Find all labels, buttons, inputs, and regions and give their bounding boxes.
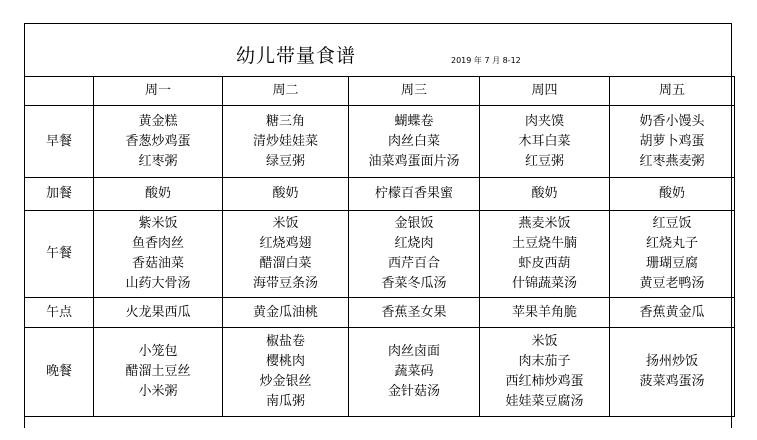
- dish: 山药大骨汤: [125, 276, 191, 291]
- dish: 红烧鸡翅: [259, 236, 312, 251]
- menu-cell: [94, 211, 223, 298]
- menu-cell: [610, 211, 735, 298]
- menu-cell: [223, 298, 349, 328]
- dish: 油菜鸡蛋面片汤: [368, 153, 460, 169]
- dish: 肉末茄子: [518, 354, 571, 369]
- dish: 黄金瓜油桃: [252, 304, 318, 320]
- meal-row-breakfast: [25, 106, 735, 178]
- dish: 柠檬百香果蜜: [374, 186, 453, 201]
- meal-row-snack: [25, 178, 735, 211]
- meal-label: 午餐: [25, 211, 94, 298]
- menu-cell: [94, 178, 223, 211]
- dish: 红豆粥: [524, 153, 564, 169]
- dish: 肉丝白菜: [387, 133, 440, 149]
- menu-cell: [94, 106, 223, 178]
- menu-cell: [480, 328, 610, 417]
- menu-cell: [349, 106, 480, 178]
- dish: 醋溜白菜: [259, 256, 312, 271]
- dish: 海带豆条汤: [252, 276, 318, 291]
- dish: 虾皮西葫: [518, 256, 571, 271]
- menu-cell: [610, 328, 735, 417]
- day-header: 周五: [610, 77, 735, 106]
- dish: 醋溜土豆丝: [125, 364, 191, 379]
- day-header: 周三: [349, 77, 480, 106]
- dish: 红豆饭: [652, 216, 692, 231]
- day-header: 周二: [223, 77, 349, 106]
- dish: 小笼包: [138, 344, 178, 359]
- dish: 酸奶: [658, 186, 685, 201]
- dish: 土豆烧牛腩: [511, 236, 577, 251]
- dish: 香菜冬瓜汤: [381, 276, 447, 291]
- menu-cell: [349, 178, 480, 211]
- dish: 酸奶: [144, 186, 171, 201]
- dish: 米饭: [272, 216, 299, 231]
- menu-cell: [610, 178, 735, 211]
- dish: 糖三角: [265, 113, 305, 129]
- menu-cell: [223, 178, 349, 211]
- dish: 蔬菜码: [394, 364, 434, 379]
- dish: 清炒娃娃菜: [252, 133, 318, 149]
- menu-cell: [480, 106, 610, 178]
- dish: 娃娃菜豆腐汤: [505, 394, 584, 409]
- dish: 酸奶: [531, 186, 558, 201]
- dish: 香葱炒鸡蛋: [125, 133, 191, 149]
- dish: 南瓜粥: [265, 394, 305, 409]
- dish: 火龙果西瓜: [125, 304, 191, 320]
- menu-table: [24, 76, 735, 417]
- dish: 肉夹馍: [524, 113, 564, 129]
- meal-row-dinner: [25, 328, 735, 417]
- meal-label: 晚餐: [25, 328, 94, 417]
- dish: 酸奶: [272, 186, 299, 201]
- menu-cell: [480, 211, 610, 298]
- dish: 菠菜鸡蛋汤: [639, 374, 705, 389]
- meal-row-lunch: [25, 211, 735, 298]
- dish: 椒盐卷: [265, 334, 305, 349]
- dish: 绿豆粥: [265, 153, 305, 169]
- dish: 香菇油菜: [131, 256, 184, 271]
- dish: 紫米饭: [138, 216, 178, 231]
- page-title: 幼儿带量食谱: [236, 45, 357, 67]
- dish: 木耳白菜: [518, 133, 571, 149]
- dish: 米饭: [531, 334, 558, 349]
- dish: 红枣粥: [138, 153, 178, 169]
- dish: 红烧肉: [394, 236, 434, 251]
- day-header: 周一: [94, 77, 223, 106]
- dish: 黄金糕: [138, 113, 178, 129]
- corner-cell: [25, 77, 94, 106]
- menu-cell: [480, 178, 610, 211]
- dish: 胡萝卜鸡蛋: [639, 133, 705, 149]
- dish: 黄豆老鸭汤: [639, 276, 705, 291]
- dish: 珊瑚豆腐: [645, 256, 698, 271]
- dish: 鱼香肉丝: [131, 236, 184, 251]
- dish: 樱桃肉: [265, 354, 305, 369]
- menu-sheet: [24, 23, 732, 428]
- dish: 香蕉黄金瓜: [639, 304, 705, 320]
- dish: 扬州炒饭: [645, 354, 698, 369]
- date-label: 2019 年 7 月 8-12: [451, 56, 521, 65]
- dish: 什锦蔬菜汤: [511, 276, 577, 291]
- menu-cell: [223, 106, 349, 178]
- menu-cell: [94, 328, 223, 417]
- dish: 炒金银丝: [259, 374, 312, 389]
- dish: 西红柿炒鸡蛋: [505, 374, 584, 389]
- dish: 蝴蝶卷: [394, 113, 434, 129]
- menu-cell: [94, 298, 223, 328]
- meal-label: 早餐: [25, 106, 94, 178]
- menu-cell: [349, 298, 480, 328]
- dish: 肉丝卤面: [387, 344, 440, 359]
- dish: 奶香小馒头: [639, 113, 705, 129]
- dish: 红枣燕麦粥: [639, 153, 705, 169]
- dish: 红烧丸子: [645, 236, 698, 251]
- meal-row-afternoon-snack: [25, 298, 735, 328]
- dish: 金银饭: [394, 216, 434, 231]
- menu-cell: [223, 328, 349, 417]
- header-row: [25, 77, 735, 106]
- dish: 香蕉圣女果: [381, 304, 447, 320]
- menu-cell: [349, 328, 480, 417]
- menu-cell: [610, 106, 735, 178]
- meal-label: 加餐: [25, 178, 94, 211]
- day-header: 周四: [480, 77, 610, 106]
- dish: 小米粥: [138, 384, 178, 399]
- meal-label: 午点: [25, 298, 94, 328]
- dish: 燕麦米饭: [518, 216, 571, 231]
- menu-cell: [223, 211, 349, 298]
- dish: 苹果羊角脆: [511, 304, 577, 320]
- dish: 西芹百合: [387, 256, 440, 271]
- menu-cell: [610, 298, 735, 328]
- menu-cell: [349, 211, 480, 298]
- dish: 金针菇汤: [387, 384, 440, 399]
- menu-cell: [480, 298, 610, 328]
- title-row: [25, 24, 733, 77]
